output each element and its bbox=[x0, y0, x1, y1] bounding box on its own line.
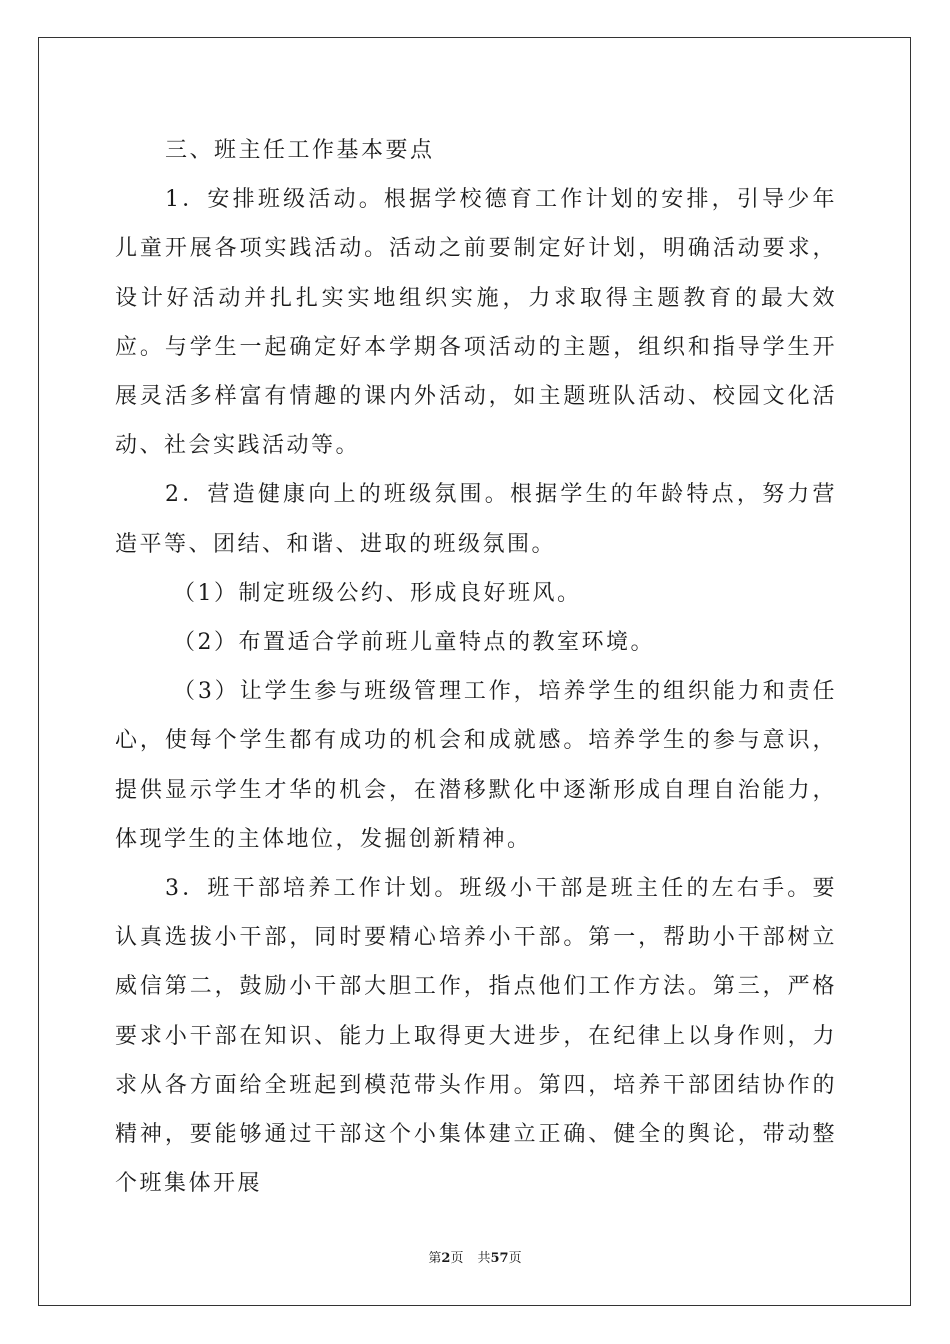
total-pages: 57 bbox=[490, 1251, 509, 1266]
total-prefix: 共 bbox=[477, 1251, 491, 1266]
page-footer bbox=[0, 1247, 950, 1266]
total-suffix: 页 bbox=[508, 1251, 522, 1266]
page-number: 2 bbox=[441, 1251, 451, 1266]
paragraph-subitem-1: （1）制定班级公约、形成良好班风。 bbox=[173, 580, 582, 606]
paragraph-subitem-2: （2）布置适合学前班儿童特点的教室环境。 bbox=[173, 630, 655, 656]
section-heading: 三、班主任工作基本要点 bbox=[165, 138, 435, 163]
paragraph-subitem-3: （3）让学生参与班级管理工作，培养学生的组织能力和责任心，使每个学生都有成功的机会和成就感。培养学生的参与意识，提供显示学生才华的机会，在潜移默化中逐渐形成自理自治能力，体现学生的主体地位，发掘创新精神。 bbox=[115, 679, 837, 852]
page-prefix: 第 bbox=[428, 1251, 442, 1266]
page-suffix: 页 bbox=[450, 1251, 464, 1266]
paragraph-item-1: 1．安排班级活动。根据学校德育工作计划的安排，引导少年儿童开展各项实践活动。活动之前要制定好计划，明确活动要求，设计好活动并扎扎实实地组织实施，力求取得主题教育的最大效应。与学生一起确定好本学期各项活动的主题，组织和指导学生开展灵活多样富有情趣的课内外活动，如主题班队活动、校园文化活动、社会实践活动等。 bbox=[115, 187, 837, 459]
paragraph-item-2: 2．营造健康向上的班级氛围。根据学生的年龄特点，努力营造平等、团结、和谐、进取的班级氛围。 bbox=[115, 482, 837, 557]
paragraph-item-3: 3．班干部培养工作计划。班级小干部是班主任的左右手。要认真选拔小干部，同时要精心培养小干部。第一，帮助小干部树立威信第二，鼓励小干部大胆工作，指点他们工作方法。第三，严格要求小干部在知识、能力上取得更大进步，在纪律上以身作则，力求从各方面给全班起到模范带头作用。第四，培养干部团结协作的精神，要能够通过干部这个小集体建立正确、健全的舆论，带动整个班集体开展 bbox=[115, 876, 837, 1197]
document-body bbox=[115, 126, 837, 1208]
